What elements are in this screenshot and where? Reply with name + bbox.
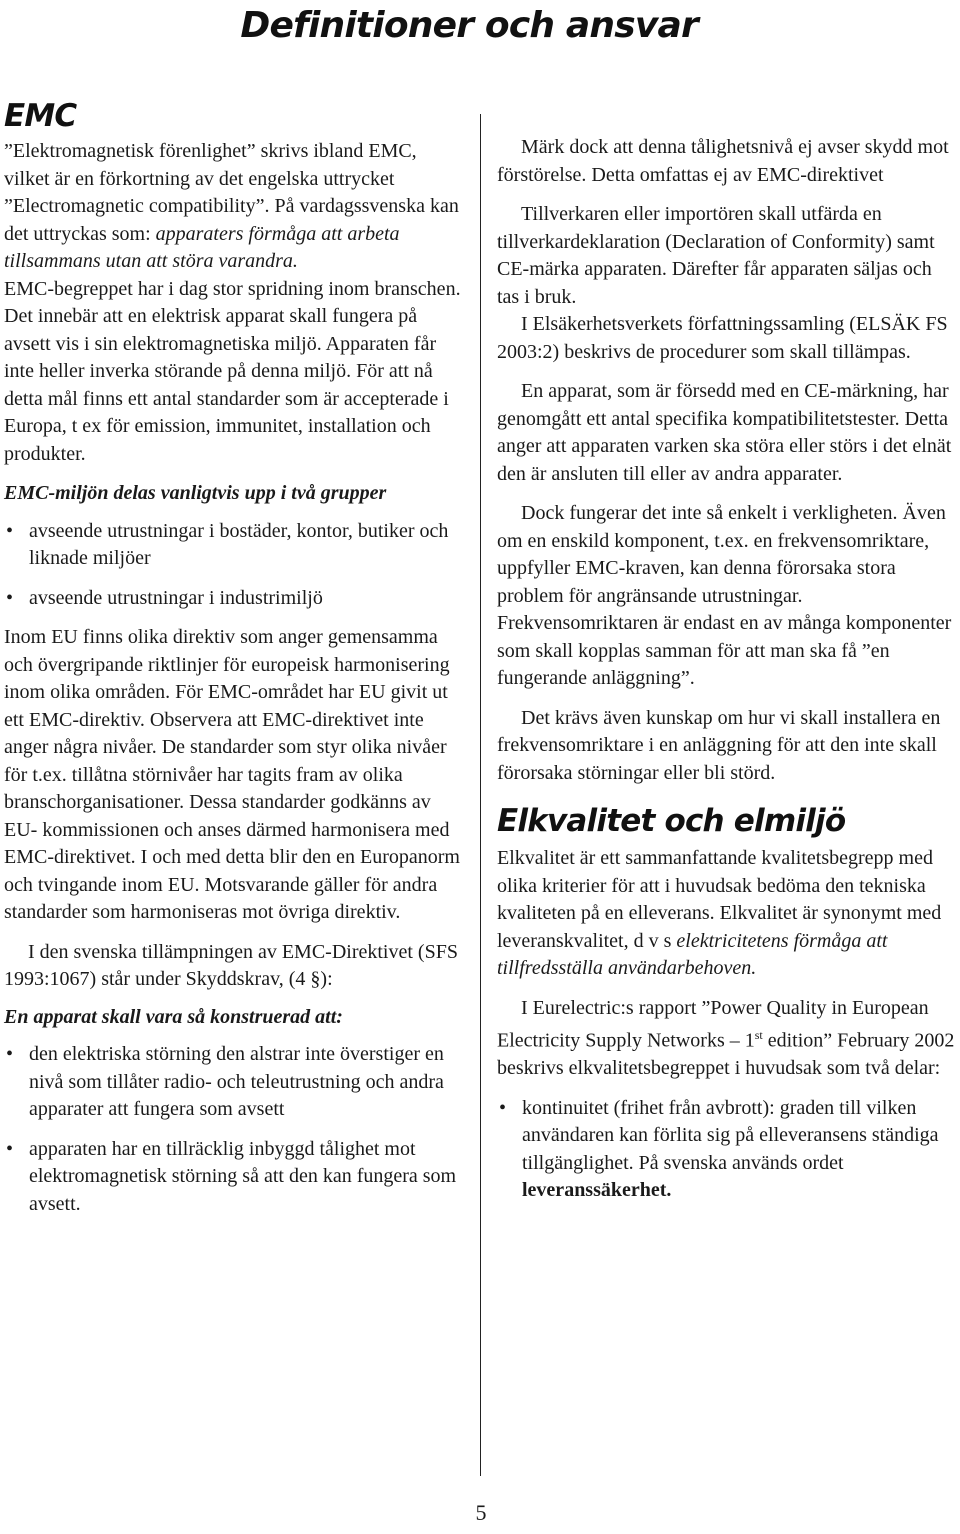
emc-definition-italic: apparaters förmåga att arbeta tillsammans utan att störa varandra. — [4, 222, 400, 272]
list-item: • avseende utrustningar i industrimiljö — [4, 585, 462, 613]
elkvalitet-paragraph-2 — [497, 995, 957, 1083]
elkvalitet-bullet-bold: leveranssäkerhet. — [522, 1179, 672, 1202]
right-paragraph-6: Det krävs även kunskap om hur vi skall installera en frekvensomriktare i en anläggning för att den inte skall förorsaka störningar eller bli störd. — [497, 706, 941, 784]
requirement-heading: En apparat skall vara så konstruerad att: — [4, 1005, 343, 1028]
emc-definition-text: ”Elektromagnetisk förenlighet” skrivs ibland EMC, vilket är en förkortning av det engelska uttrycket ”Electromagnetic compatibility”. På vardagssvenska kan det uttryckas som: — [4, 140, 459, 245]
list-item: • den elektriska störning den alstrar inte överstiger en nivå som tillåter radio- och teleutrustning och andra apparater att fungera som avsett — [4, 1041, 462, 1124]
elkvalitet-text: Elkvalitet är ett sammanfattande kvalitetsbegrepp med olika kriterier för att i huvudsak bedöma den tekniska kvaliteten på en elleverans. Elkvalitet är synonymt med leveranskvalitet, d v s — [497, 847, 942, 952]
elkvalitet-list — [497, 1095, 957, 1205]
page-number: 5 — [475, 1500, 487, 1525]
elkvalitet-superscript: st — [754, 1028, 763, 1042]
elkvalitet-paragraph-1 — [497, 845, 957, 983]
emc-groups-list — [4, 518, 462, 613]
emc-paragraph-eu: Inom EU finns olika direktiv som anger gemensamma och övergripande riktlinjer för europeisk harmonisering inom olika områden. För EMC-området har EU givit ut ett EMC-direktiv. Observera att EMC-direktivet inte anger några nivåer. De standarder som styr olika nivåer för t.ex. tillåtna störnivåer har tagits fram av olika branschorganisationer. Dessa standarder godkänns av EU- kommissionen och anses därmed harmonisera med EMC-direktivet. I och med detta blir den en Europanorm och tvingande inom EU. Motsvarande gäller för andra standarder som harmoniseras mot övriga direktiv. — [4, 626, 460, 923]
list-item: • avseende utrustningar i bostäder, kontor, butiker och liknade miljöer — [4, 518, 462, 573]
emc-groups-heading: EMC-miljön delas vanligtvis upp i två grupper — [4, 482, 387, 504]
right-paragraph-5: Dock fungerar det inte så enkelt i verkligheten. Även om en enskild komponent, t.ex. en frekvensomriktare, uppfyller EMC-kraven, kan denna förorsaka stora problem för angränsande utrustningar. Frekvensomriktaren är endast en av många komponenter som skall kopplas samman för att man ska få ”en fungerande anläggning”. — [497, 502, 952, 689]
elkvalitet-italic: elektricitetens förmåga att tillfredsställa användarbehoven. — [497, 929, 888, 979]
emc-paragraph-scope: EMC-begreppet har i dag stor spridning inom branschen. Det innebär att en elektrisk apparat skall fungera på avsett vis i sin elektromagnetiska miljö. Apparaten får inte heller inverka störande på denna miljö. För att nå detta mål finns ett antal standarder som är accepterade i Europa, t ex för emission, immunitet, installation och produkter. — [4, 277, 461, 465]
right-column — [497, 134, 957, 1217]
right-paragraph-3: I Elsäkerhetsverkets författningssamling (ELSÄK FS 2003:2) beskrivs de procedurer som skall tillämpas. — [497, 313, 948, 363]
requirement-list — [4, 1041, 462, 1218]
elkvalitet-heading: Elkvalitet och elmiljö — [497, 803, 846, 839]
right-paragraph-4: En apparat, som är försedd med en CE-märkning, har genomgått ett antal specifika kompatibilitetstester. Detta anger att apparaten varken ska störa eller störs i det elnät den är ansluten till eller av andra apparater. — [497, 380, 952, 485]
column-divider — [480, 114, 481, 1476]
elkvalitet-report-text: I Eurelectric:s rapport ”Power Quality in European Electricity Supply Networks – 1 — [497, 996, 929, 1052]
list-item — [497, 1095, 957, 1205]
right-paragraph-2: Tillverkaren eller importören skall utfärda en tillverkardeklaration (Declaration of Conformity) samt CE-märka apparaten. Därefter får apparaten säljas och tas i bruk. — [497, 203, 935, 308]
emc-paragraph-sfs: I den svenska tillämpningen av EMC-Direktivet (SFS 1993:1067) står under Skyddskrav, (4 §): — [4, 940, 458, 990]
list-item: • apparaten har en tillräcklig inbyggd tålighet mot elektromagnetisk störning så att den kan fungera som avsett. — [4, 1136, 462, 1219]
left-column — [4, 96, 462, 1230]
page-title: Definitioner och ansvar — [240, 5, 698, 46]
emc-heading: EMC — [4, 98, 77, 134]
emc-paragraph-definition — [4, 138, 462, 276]
elkvalitet-report-text-2: edition” February 2002 beskrivs elkvalitetsbegreppet i huvudsak som två delar: — [497, 1029, 955, 1080]
elkvalitet-bullet-text: kontinuitet (frihet från avbrott): graden till vilken användaren kan förlita sig på elleveransens ständiga tillgänglighet. På svenska används ordet — [522, 1096, 939, 1174]
right-paragraph-1: Märk dock att denna tålighetsnivå ej avser skydd mot förstörelse. Detta omfattas ej av EMC-direktivet — [497, 136, 949, 186]
